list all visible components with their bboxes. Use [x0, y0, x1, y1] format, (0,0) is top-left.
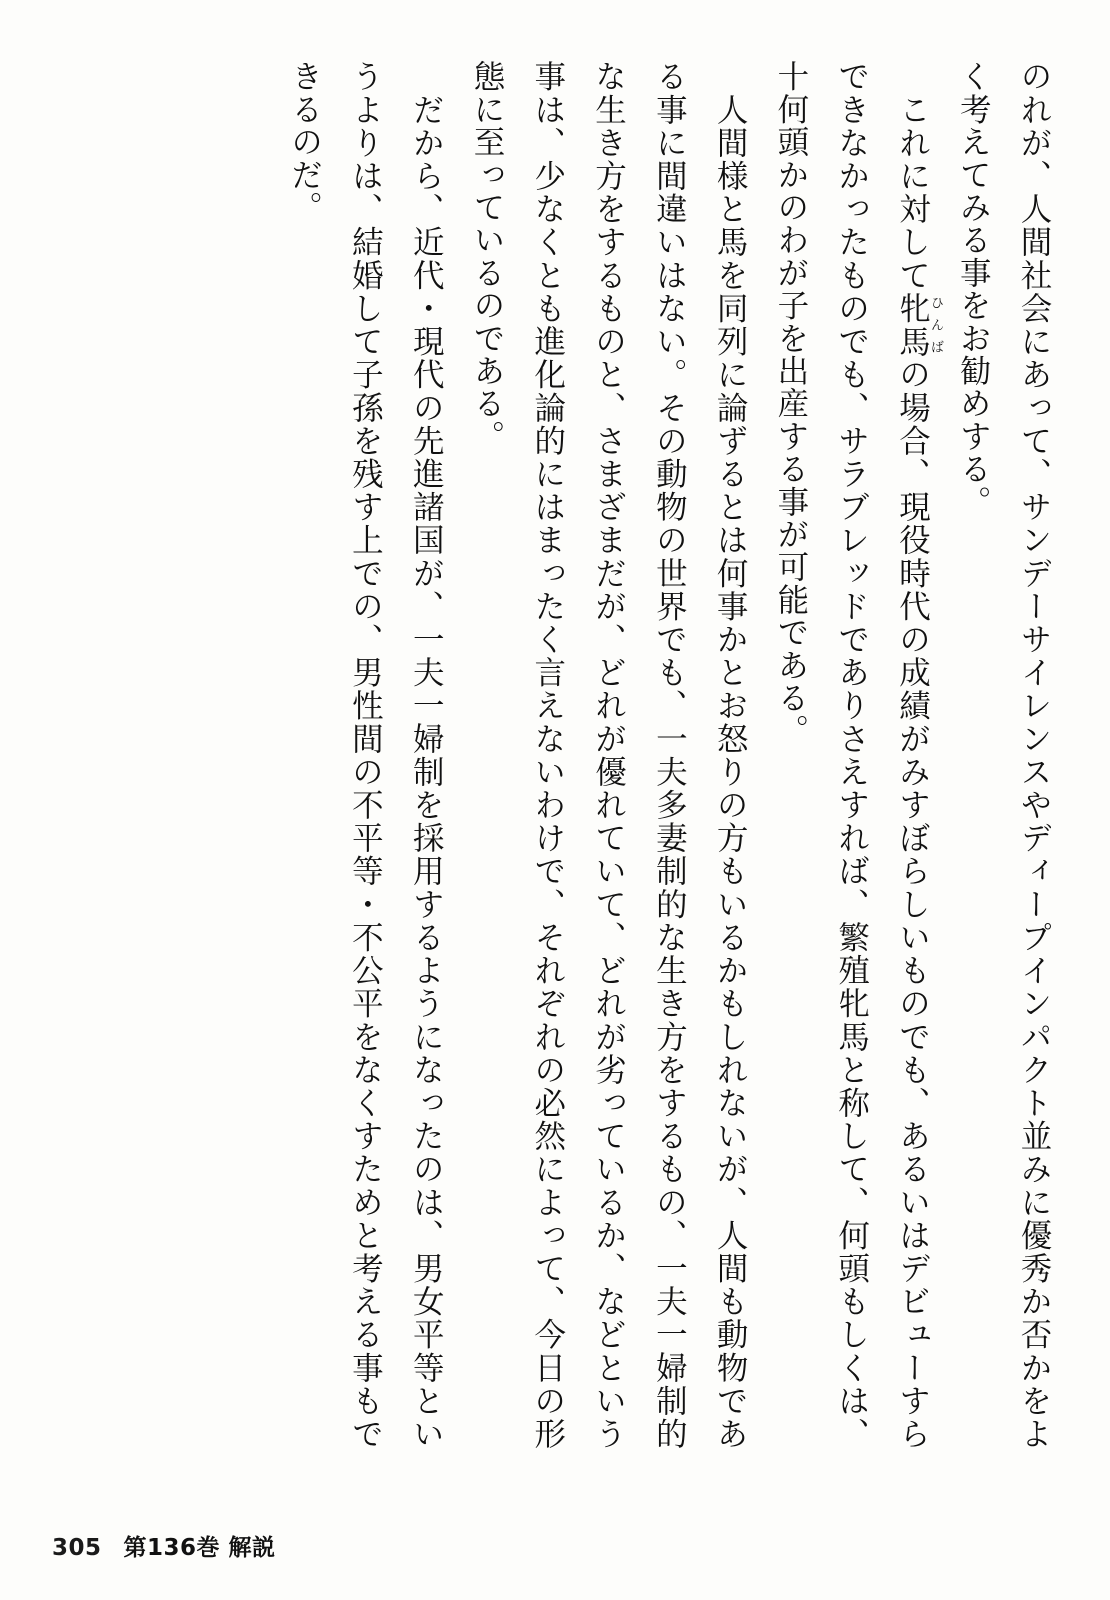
- body-paragraph: だから、近代・現代の先進諸国が、一夫一婦制を採用するようになったのは、男女平等というよりは、結婚して子孫を残す上での、男性間の不平等・不公平をなくすためと考える事もできるのだ。: [286, 60, 445, 1450]
- body-text: [46, 60, 1064, 1450]
- body-paragraph: 人間様と馬を同列に論ずるとは何事かとお怒りの方もいるかもしれないが、人間も動物である事に間違いはない。その動物の世界でも、一夫多妻制的な生き方をするもの、一夫一婦制的な生き方をするものと、さまざまだが、どれが優れていて、どれが劣っているか、などという事は、少なくとも進化論的にはまったく言えないわけで、それぞれの必然によって、今日の形態に至っているのである。: [468, 60, 749, 1450]
- body-paragraph: これに対して牝馬ひんばの場合、現役時代の成績がみすぼらしいものでも、あるいはデビューすらできなかったものでも、サラブレッドでありさえすれば、繁殖牝馬と称して、何頭もしくは、十何頭かのわが子を出産する事が可能である。: [772, 60, 943, 1450]
- page-number: 305: [52, 1535, 102, 1561]
- ruby-annotation: 牝馬ひんば: [894, 291, 943, 358]
- running-title: 第136巻 解説: [123, 1535, 276, 1561]
- body-paragraph: のれが、人間社会にあって、サンデーサイレンスやディープインパクト並みに優秀か否かをよく考えてみる事をお勧めする。: [955, 60, 1052, 1450]
- page-footer: [52, 1529, 276, 1562]
